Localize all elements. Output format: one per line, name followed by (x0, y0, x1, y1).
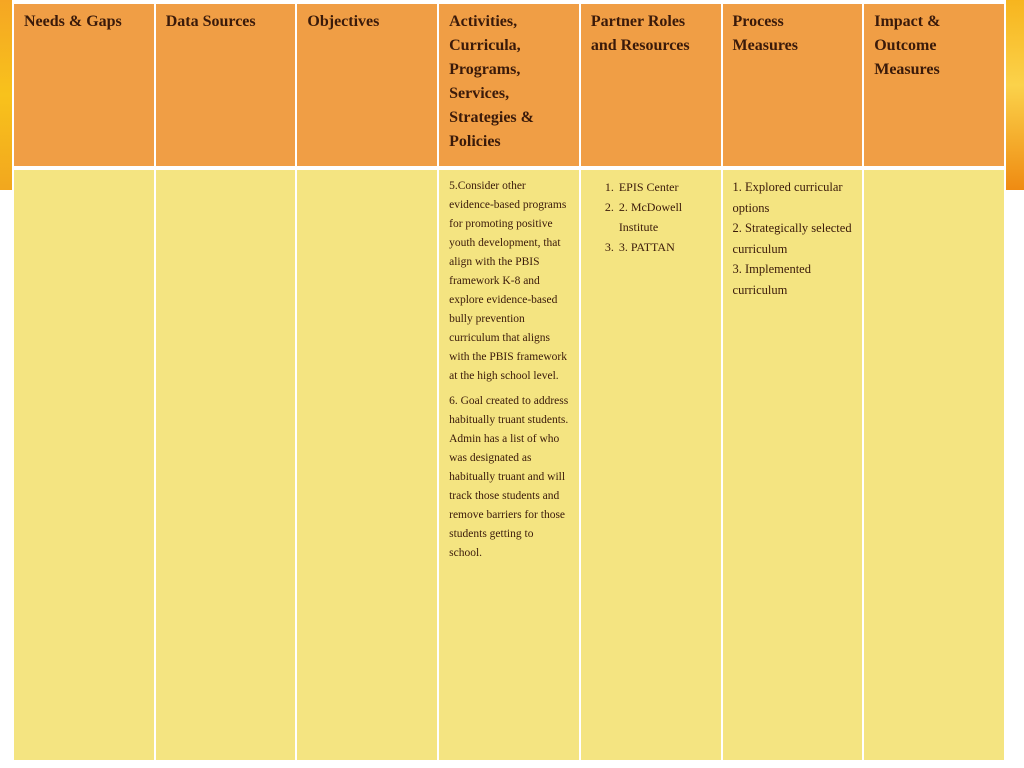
header-objectives: Objectives (296, 3, 438, 168)
header-partner-roles: Partner Roles and Resources (580, 3, 722, 168)
activity-paragraph: 6. Goal created to address habitually truant students. Admin has a list of who was designated as habitually truant and will track those students and remove barriers for those students getting to school. (449, 395, 569, 559)
partner-list (591, 177, 711, 257)
list-item: 2. 2. McDowell Institute (617, 197, 711, 237)
activity-paragraph: 5.Consider other evidence-based programs for promoting positive youth development, that align with the PBIS framework K-8 and explore evidence-based bully prevention curriculum that aligns with the PBIS framework at the high school level. (449, 180, 567, 382)
list-item: 2. Strategically selected curriculum (732, 221, 852, 256)
body-row (13, 168, 1005, 761)
background-swirl-right (1006, 0, 1024, 190)
cell-process-measures (722, 168, 864, 761)
header-row (13, 3, 1005, 168)
list-item: 3. 3. PATTAN (617, 237, 711, 257)
cell-data-sources (155, 168, 297, 761)
background-swirl-left (0, 0, 12, 190)
list-item: 1. EPIS Center (617, 177, 711, 197)
cell-activities (438, 168, 580, 761)
header-activities: Activities, Curricula, Programs, Services, Strategies & Policies (438, 3, 580, 168)
header-data-sources: Data Sources (155, 3, 297, 168)
header-needs-gaps: Needs & Gaps (13, 3, 155, 168)
logic-model-table (12, 2, 1006, 762)
cell-impact-outcome (863, 168, 1005, 761)
cell-needs-gaps (13, 168, 155, 761)
cell-objectives (296, 168, 438, 761)
list-item: 1. Explored curricular options (732, 180, 843, 215)
list-item: 3. Implemented curriculum (732, 262, 811, 297)
cell-partners (580, 168, 722, 761)
header-impact-outcome: Impact & Outcome Measures (863, 3, 1005, 168)
header-process-measures: Process Measures (722, 3, 864, 168)
